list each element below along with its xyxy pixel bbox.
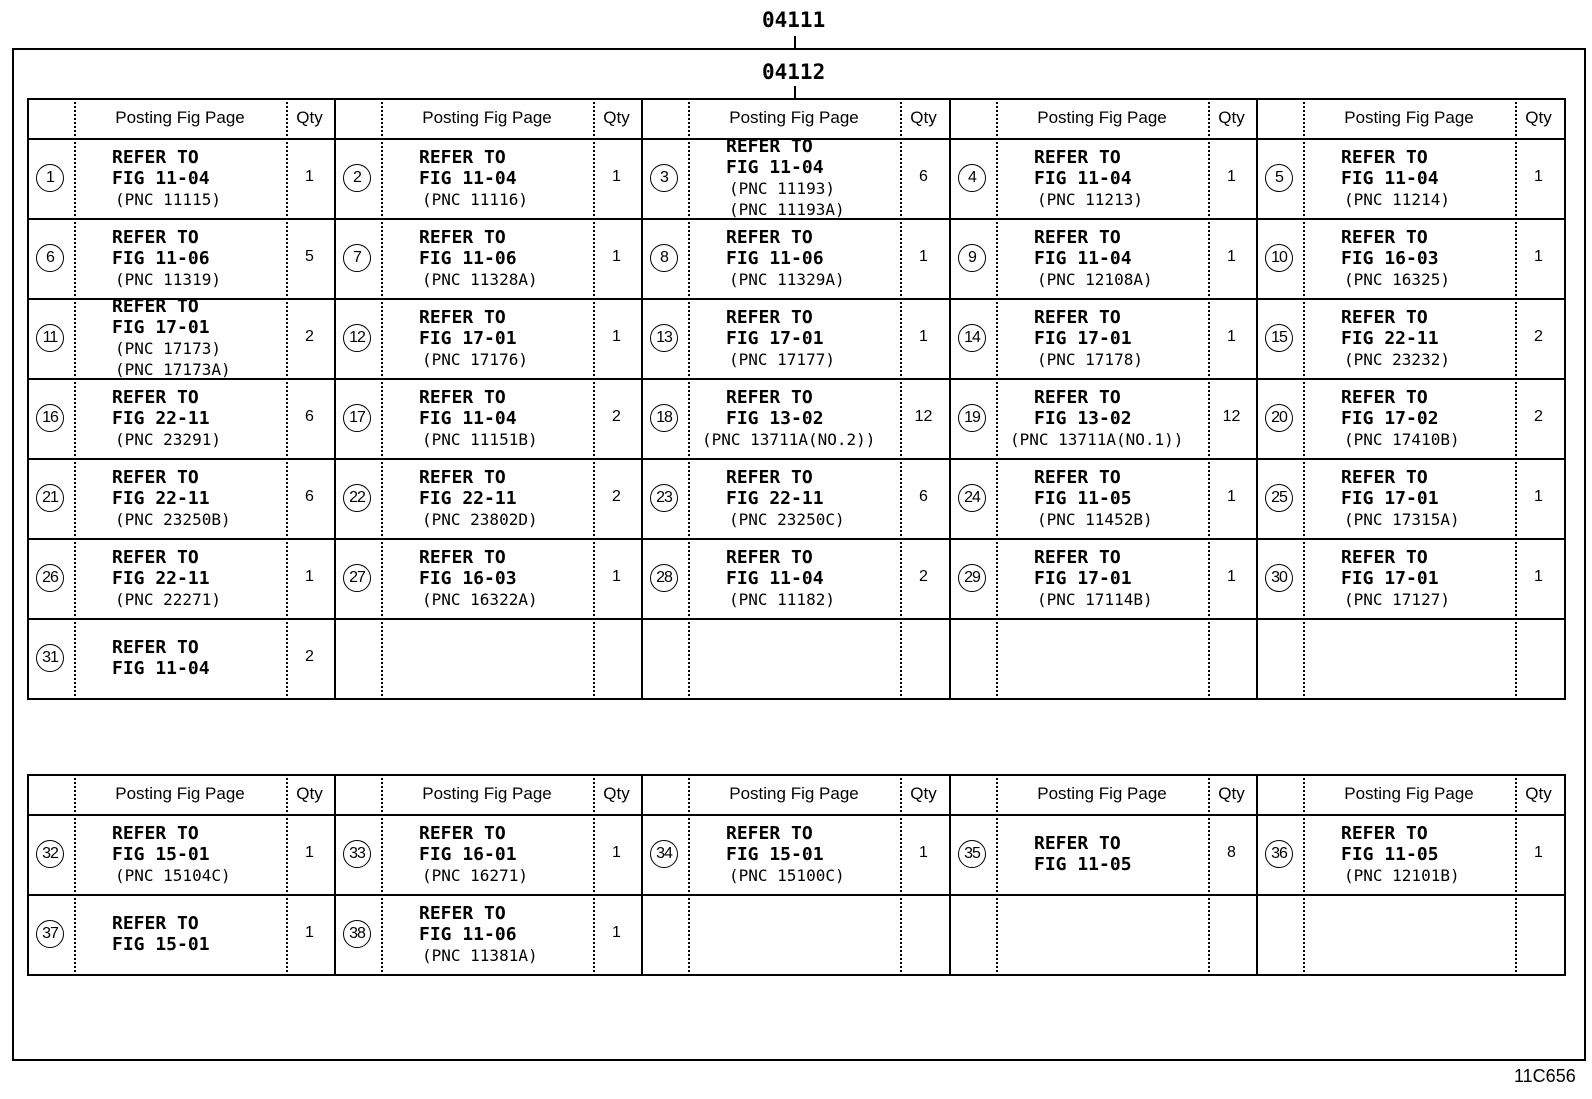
callout-number: 29 bbox=[958, 564, 986, 592]
fig-number: FIG 11-04 bbox=[112, 167, 210, 189]
fig-number: FIG 11-04 bbox=[419, 167, 517, 189]
pnc-number: (PNC 17315A) bbox=[1344, 509, 1460, 529]
posting-reference bbox=[1341, 547, 1515, 610]
fig-number: FIG 11-04 bbox=[112, 658, 210, 679]
refer-to-text: REFER TO bbox=[112, 822, 199, 844]
pnc-number: (PNC 16271) bbox=[422, 865, 528, 885]
posting-reference bbox=[1034, 147, 1208, 210]
pnc-number: (PNC 16322A) bbox=[422, 589, 538, 609]
header-qty: Qty bbox=[603, 784, 630, 803]
fig-number: FIG 11-04 bbox=[1034, 247, 1132, 269]
posting-reference bbox=[112, 227, 286, 290]
refer-to-text: REFER TO bbox=[1034, 226, 1121, 248]
qty-value: 1 bbox=[1227, 568, 1236, 585]
posting-reference bbox=[1341, 307, 1515, 370]
callout-number: 9 bbox=[958, 244, 986, 272]
column-divider bbox=[996, 98, 998, 700]
callout-number: 8 bbox=[650, 244, 678, 272]
refer-to-text: REFER TO bbox=[1341, 146, 1428, 168]
pnc-number: (PNC 11319) bbox=[115, 269, 221, 289]
pnc-number: (PNC 23802D) bbox=[422, 509, 538, 529]
column-divider bbox=[286, 98, 288, 700]
posting-reference bbox=[1341, 823, 1515, 886]
qty-value: 1 bbox=[1534, 168, 1543, 185]
pnc-number: (PNC 12101B) bbox=[1344, 865, 1460, 885]
fig-number: FIG 22-11 bbox=[726, 487, 824, 509]
posting-reference bbox=[726, 547, 900, 610]
posting-reference bbox=[419, 307, 593, 370]
qty-value: 1 bbox=[1227, 168, 1236, 185]
assembly-code-top: 04111 bbox=[762, 8, 826, 32]
header-qty: Qty bbox=[1218, 784, 1245, 803]
row-border bbox=[27, 458, 1564, 460]
fig-number: FIG 17-01 bbox=[726, 327, 824, 349]
fig-number: FIG 11-04 bbox=[419, 407, 517, 429]
callout-number: 14 bbox=[958, 324, 986, 352]
posting-reference bbox=[112, 547, 286, 610]
fig-number: FIG 11-05 bbox=[1034, 487, 1132, 509]
group-divider bbox=[334, 774, 336, 976]
fig-number: FIG 22-11 bbox=[1341, 327, 1439, 349]
fig-number: FIG 16-01 bbox=[419, 843, 517, 865]
refer-to-text: REFER TO bbox=[419, 546, 506, 568]
refer-to-text: REFER TO bbox=[726, 546, 813, 568]
header-posting-fig-page: Posting Fig Page bbox=[115, 108, 245, 127]
qty-value: 6 bbox=[919, 168, 928, 185]
refer-to-text: REFER TO bbox=[112, 546, 199, 568]
header-qty: Qty bbox=[910, 108, 937, 127]
posting-reference bbox=[112, 147, 286, 210]
header-qty: Qty bbox=[910, 784, 937, 803]
callout-number: 13 bbox=[650, 324, 678, 352]
callout-number: 11 bbox=[36, 324, 64, 352]
pnc-number: (PNC 13711A(NO.2)) bbox=[702, 429, 876, 449]
callout-number: 36 bbox=[1265, 840, 1293, 868]
qty-value: 1 bbox=[612, 924, 621, 941]
qty-value: 1 bbox=[1227, 488, 1236, 505]
callout-number: 22 bbox=[343, 484, 371, 512]
refer-to-text: REFER TO bbox=[1341, 306, 1428, 328]
pnc-number: (PNC 11381A) bbox=[422, 945, 538, 965]
refer-to-text: REFER TO bbox=[419, 226, 506, 248]
header-posting-fig-page: Posting Fig Page bbox=[729, 108, 859, 127]
posting-reference bbox=[1034, 467, 1208, 530]
row-border bbox=[27, 538, 1564, 540]
refer-to-text: REFER TO bbox=[1341, 386, 1428, 408]
group-divider bbox=[1256, 774, 1258, 976]
qty-value: 1 bbox=[1227, 248, 1236, 265]
pnc-number: (PNC 23250C) bbox=[729, 509, 845, 529]
header-qty: Qty bbox=[1525, 108, 1552, 127]
column-divider bbox=[381, 98, 383, 700]
refer-to-text: REFER TO bbox=[419, 822, 506, 844]
callout-number: 5 bbox=[1265, 164, 1293, 192]
callout-number: 7 bbox=[343, 244, 371, 272]
qty-value: 2 bbox=[612, 408, 621, 425]
callout-number: 21 bbox=[36, 484, 64, 512]
refer-to-text: REFER TO bbox=[726, 226, 813, 248]
refer-to-text: REFER TO bbox=[1034, 386, 1121, 408]
group-divider bbox=[641, 774, 643, 976]
refer-to-text: REFER TO bbox=[726, 466, 813, 488]
callout-number: 37 bbox=[36, 920, 64, 948]
posting-reference bbox=[419, 823, 593, 886]
header-posting-fig-page: Posting Fig Page bbox=[729, 784, 859, 803]
pnc-number: (PNC 11151B) bbox=[422, 429, 538, 449]
posting-reference bbox=[419, 227, 593, 290]
fig-number: FIG 17-01 bbox=[1341, 567, 1439, 589]
posting-reference bbox=[726, 136, 900, 220]
refer-to-text: REFER TO bbox=[1034, 546, 1121, 568]
fig-number: FIG 11-06 bbox=[419, 923, 517, 945]
pnc-number: (PNC 11213) bbox=[1037, 189, 1143, 209]
fig-number: FIG 22-11 bbox=[419, 487, 517, 509]
posting-reference bbox=[112, 913, 286, 955]
fig-number: FIG 11-05 bbox=[1341, 843, 1439, 865]
refer-to-text: REFER TO bbox=[726, 306, 813, 328]
callout-number: 4 bbox=[958, 164, 986, 192]
fig-number: FIG 11-04 bbox=[1341, 167, 1439, 189]
fig-number: FIG 13-02 bbox=[726, 407, 824, 429]
refer-to-text: REFER TO bbox=[1034, 306, 1121, 328]
callout-number: 17 bbox=[343, 404, 371, 432]
refer-to-text: REFER TO bbox=[419, 466, 506, 488]
refer-to-text: REFER TO bbox=[1034, 466, 1121, 488]
refer-to-text: REFER TO bbox=[419, 902, 506, 924]
posting-reference bbox=[1034, 307, 1208, 370]
fig-number: FIG 13-02 bbox=[1034, 407, 1132, 429]
pnc-number: (PNC 23232) bbox=[1344, 349, 1450, 369]
callout-number: 10 bbox=[1265, 244, 1293, 272]
callout-number: 28 bbox=[650, 564, 678, 592]
refer-to-text: REFER TO bbox=[726, 136, 813, 157]
qty-value: 6 bbox=[305, 408, 314, 425]
callout-number: 30 bbox=[1265, 564, 1293, 592]
pnc-number: (PNC 11193A) bbox=[729, 200, 845, 219]
pnc-number: (PNC 11328A) bbox=[422, 269, 538, 289]
refer-to-text: REFER TO bbox=[112, 226, 199, 248]
refer-to-text: REFER TO bbox=[726, 386, 813, 408]
fig-number: FIG 11-06 bbox=[419, 247, 517, 269]
column-divider bbox=[74, 98, 76, 700]
pnc-number: (PNC 17173A) bbox=[115, 360, 231, 379]
callout-number: 34 bbox=[650, 840, 678, 868]
fig-number: FIG 15-01 bbox=[112, 843, 210, 865]
qty-value: 1 bbox=[612, 328, 621, 345]
pnc-number: (PNC 23250B) bbox=[115, 509, 231, 529]
row-border bbox=[27, 698, 1564, 700]
qty-value: 1 bbox=[1534, 488, 1543, 505]
posting-reference bbox=[112, 823, 286, 886]
posting-reference bbox=[1010, 386, 1208, 450]
qty-value: 1 bbox=[305, 844, 314, 861]
pnc-number: (PNC 15100C) bbox=[729, 865, 845, 885]
pnc-number: (PNC 16325) bbox=[1344, 269, 1450, 289]
posting-reference bbox=[1341, 227, 1515, 290]
posting-reference bbox=[726, 467, 900, 530]
row-border bbox=[27, 894, 1564, 896]
qty-value: 5 bbox=[305, 248, 314, 265]
header-qty: Qty bbox=[296, 784, 323, 803]
fig-number: FIG 11-06 bbox=[112, 247, 210, 269]
pnc-number: (PNC 11115) bbox=[115, 189, 221, 209]
refer-to-text: REFER TO bbox=[112, 386, 199, 408]
qty-value: 2 bbox=[1534, 328, 1543, 345]
callout-number: 35 bbox=[958, 840, 986, 868]
table-right-border bbox=[1564, 98, 1566, 700]
column-divider bbox=[1303, 98, 1305, 700]
posting-reference bbox=[702, 386, 900, 450]
fig-number: FIG 11-04 bbox=[726, 567, 824, 589]
callout-number: 19 bbox=[958, 404, 986, 432]
posting-reference bbox=[726, 823, 900, 886]
fig-number: FIG 11-05 bbox=[1034, 854, 1132, 875]
callout-number: 2 bbox=[343, 164, 371, 192]
posting-reference bbox=[1034, 547, 1208, 610]
pnc-number: (PNC 22271) bbox=[115, 589, 221, 609]
callout-number: 32 bbox=[36, 840, 64, 868]
posting-reference bbox=[419, 547, 593, 610]
posting-reference bbox=[1034, 227, 1208, 290]
header-qty: Qty bbox=[296, 108, 323, 127]
fig-number: FIG 16-03 bbox=[419, 567, 517, 589]
posting-reference bbox=[112, 637, 286, 679]
header-qty: Qty bbox=[1218, 108, 1245, 127]
refer-to-text: REFER TO bbox=[1341, 226, 1428, 248]
qty-value: 6 bbox=[305, 488, 314, 505]
refer-to-text: REFER TO bbox=[726, 822, 813, 844]
refer-to-text: REFER TO bbox=[1341, 822, 1428, 844]
qty-value: 2 bbox=[1534, 408, 1543, 425]
header-qty: Qty bbox=[1525, 784, 1552, 803]
fig-number: FIG 16-03 bbox=[1341, 247, 1439, 269]
qty-value: 8 bbox=[1227, 844, 1236, 861]
pnc-number: (PNC 17176) bbox=[422, 349, 528, 369]
refer-to-text: REFER TO bbox=[112, 913, 199, 934]
posting-reference bbox=[1341, 467, 1515, 530]
qty-value: 1 bbox=[919, 844, 928, 861]
callout-number: 27 bbox=[343, 564, 371, 592]
qty-value: 2 bbox=[305, 648, 314, 665]
header-posting-fig-page: Posting Fig Page bbox=[422, 784, 552, 803]
callout-number: 38 bbox=[343, 920, 371, 948]
fig-number: FIG 22-11 bbox=[112, 407, 210, 429]
group-divider bbox=[1256, 98, 1258, 700]
group-divider bbox=[334, 98, 336, 700]
pnc-number: (PNC 13711A(NO.1)) bbox=[1010, 429, 1184, 449]
qty-value: 12 bbox=[914, 408, 933, 425]
refer-to-text: REFER TO bbox=[419, 146, 506, 168]
callout-number: 1 bbox=[36, 164, 64, 192]
callout-number: 25 bbox=[1265, 484, 1293, 512]
assembly-code-inner: 04112 bbox=[762, 60, 826, 84]
refer-to-text: REFER TO bbox=[1341, 466, 1428, 488]
pnc-number: (PNC 17114B) bbox=[1037, 589, 1153, 609]
pnc-number: (PNC 17178) bbox=[1037, 349, 1143, 369]
qty-value: 1 bbox=[919, 328, 928, 345]
posting-reference bbox=[419, 903, 593, 966]
qty-value: 1 bbox=[1534, 568, 1543, 585]
row-border bbox=[27, 618, 1564, 620]
pnc-number: (PNC 11214) bbox=[1344, 189, 1450, 209]
callout-number: 20 bbox=[1265, 404, 1293, 432]
posting-reference bbox=[726, 307, 900, 370]
qty-value: 1 bbox=[612, 844, 621, 861]
column-divider bbox=[900, 98, 902, 700]
pnc-number: (PNC 23291) bbox=[115, 429, 221, 449]
qty-value: 1 bbox=[612, 248, 621, 265]
callout-number: 18 bbox=[650, 404, 678, 432]
refer-to-text: REFER TO bbox=[1034, 146, 1121, 168]
header-posting-fig-page: Posting Fig Page bbox=[115, 784, 245, 803]
qty-value: 1 bbox=[919, 248, 928, 265]
fig-number: FIG 22-11 bbox=[112, 567, 210, 589]
callout-number: 6 bbox=[36, 244, 64, 272]
fig-number: FIG 11-04 bbox=[726, 157, 824, 178]
posting-reference bbox=[1341, 387, 1515, 450]
posting-reference bbox=[419, 387, 593, 450]
qty-value: 1 bbox=[1534, 844, 1543, 861]
qty-value: 1 bbox=[612, 168, 621, 185]
fig-number: FIG 17-02 bbox=[1341, 407, 1439, 429]
pnc-number: (PNC 17127) bbox=[1344, 589, 1450, 609]
qty-value: 2 bbox=[919, 568, 928, 585]
posting-reference bbox=[1034, 833, 1208, 875]
header-posting-fig-page: Posting Fig Page bbox=[1037, 108, 1167, 127]
header-posting-fig-page: Posting Fig Page bbox=[1037, 784, 1167, 803]
fig-number: FIG 17-01 bbox=[419, 327, 517, 349]
qty-value: 2 bbox=[305, 328, 314, 345]
column-divider bbox=[1515, 98, 1517, 700]
fig-number: FIG 17-01 bbox=[1034, 327, 1132, 349]
pnc-number: (PNC 11329A) bbox=[729, 269, 845, 289]
fig-number: FIG 17-01 bbox=[1034, 567, 1132, 589]
refer-to-text: REFER TO bbox=[112, 637, 199, 658]
refer-to-text: REFER TO bbox=[112, 296, 199, 317]
column-divider bbox=[688, 98, 690, 700]
refer-to-text: REFER TO bbox=[419, 306, 506, 328]
fig-number: FIG 22-11 bbox=[112, 487, 210, 509]
posting-reference bbox=[112, 296, 286, 380]
fig-number: FIG 11-04 bbox=[1034, 167, 1132, 189]
refer-to-text: REFER TO bbox=[112, 466, 199, 488]
callout-number: 24 bbox=[958, 484, 986, 512]
fig-number: FIG 17-01 bbox=[1341, 487, 1439, 509]
posting-reference bbox=[112, 387, 286, 450]
refer-to-text: REFER TO bbox=[112, 146, 199, 168]
posting-reference bbox=[726, 227, 900, 290]
header-bottom-border bbox=[27, 814, 1564, 816]
qty-value: 2 bbox=[612, 488, 621, 505]
qty-value: 12 bbox=[1222, 408, 1241, 425]
header-posting-fig-page: Posting Fig Page bbox=[422, 108, 552, 127]
group-divider bbox=[641, 98, 643, 700]
connector-tick-top bbox=[794, 36, 796, 48]
qty-value: 1 bbox=[305, 568, 314, 585]
callout-number: 3 bbox=[650, 164, 678, 192]
pnc-number: (PNC 17173) bbox=[115, 339, 221, 358]
group-divider bbox=[949, 98, 951, 700]
refer-to-text: REFER TO bbox=[1341, 546, 1428, 568]
pnc-number: (PNC 11182) bbox=[729, 589, 835, 609]
pnc-number: (PNC 11116) bbox=[422, 189, 528, 209]
callout-number: 16 bbox=[36, 404, 64, 432]
posting-reference bbox=[112, 467, 286, 530]
callout-number: 15 bbox=[1265, 324, 1293, 352]
callout-number: 33 bbox=[343, 840, 371, 868]
fig-number: FIG 11-06 bbox=[726, 247, 824, 269]
refer-to-text: REFER TO bbox=[1034, 833, 1121, 854]
row-border bbox=[27, 974, 1564, 976]
table-left-border bbox=[27, 774, 29, 976]
qty-value: 1 bbox=[612, 568, 621, 585]
pnc-number: (PNC 12108A) bbox=[1037, 269, 1153, 289]
table-right-border bbox=[1564, 774, 1566, 976]
pnc-number: (PNC 11452B) bbox=[1037, 509, 1153, 529]
refer-to-text: REFER TO bbox=[419, 386, 506, 408]
figure-id: 11C656 bbox=[1514, 1066, 1576, 1086]
callout-number: 26 bbox=[36, 564, 64, 592]
column-divider bbox=[593, 98, 595, 700]
group-divider bbox=[949, 774, 951, 976]
header-posting-fig-page: Posting Fig Page bbox=[1344, 784, 1474, 803]
posting-reference bbox=[419, 467, 593, 530]
callout-number: 12 bbox=[343, 324, 371, 352]
callout-number: 31 bbox=[36, 644, 64, 672]
pnc-number: (PNC 17410B) bbox=[1344, 429, 1460, 449]
pnc-number: (PNC 15104C) bbox=[115, 865, 231, 885]
qty-value: 6 bbox=[919, 488, 928, 505]
column-divider bbox=[1208, 98, 1210, 700]
callout-number: 23 bbox=[650, 484, 678, 512]
posting-reference bbox=[419, 147, 593, 210]
pnc-number: (PNC 11193) bbox=[729, 179, 835, 198]
qty-value: 1 bbox=[1534, 248, 1543, 265]
table-left-border bbox=[27, 98, 29, 700]
fig-number: FIG 17-01 bbox=[112, 317, 210, 338]
header-posting-fig-page: Posting Fig Page bbox=[1344, 108, 1474, 127]
fig-number: FIG 15-01 bbox=[726, 843, 824, 865]
header-qty: Qty bbox=[603, 108, 630, 127]
fig-number: FIG 15-01 bbox=[112, 934, 210, 955]
qty-value: 1 bbox=[305, 168, 314, 185]
qty-value: 1 bbox=[305, 924, 314, 941]
qty-value: 1 bbox=[1227, 328, 1236, 345]
pnc-number: (PNC 17177) bbox=[729, 349, 835, 369]
posting-reference bbox=[1341, 147, 1515, 210]
